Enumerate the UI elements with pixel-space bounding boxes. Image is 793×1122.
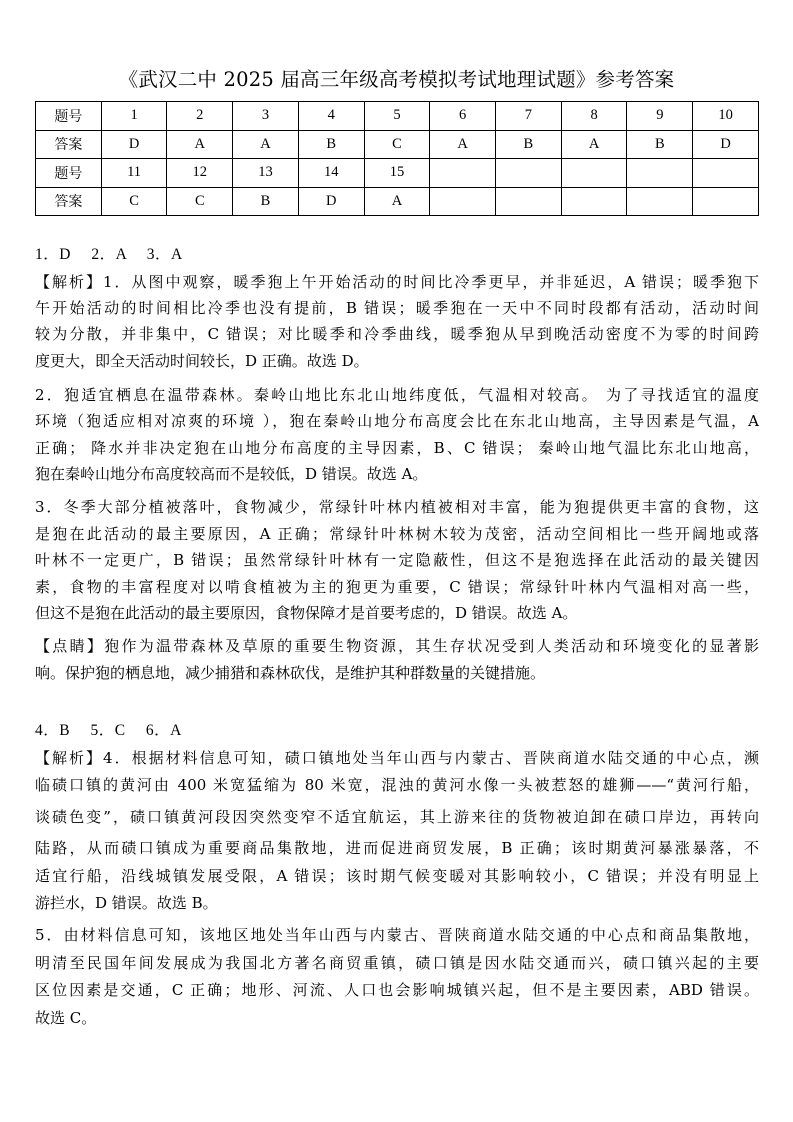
- key-point-line: 响。保护狍的栖息地，减少捕猎和森林砍伐，是维护其种群数量的关键措施。: [35, 664, 546, 682]
- row-label-answer: 答案: [36, 187, 102, 216]
- answers-summary-1-3: 1．D 2．A 3．A: [35, 246, 183, 263]
- analysis-line: 陆路，从而碛口镇成为重要商品集散地，进而促进商贸发展，B 正确；该时期黄河暴涨暴落，不: [35, 839, 759, 857]
- analysis-line: 适宜行船，沿线城镇发展受限，A 错误；该时期气候变暖对其影响较小，C 错误；并没有明显上: [35, 867, 759, 885]
- analysis-line: 2．狍适宜栖息在温带森林。秦岭山地比东北山地纬度低，气温相对较高。 为了寻找适宜的温度: [35, 386, 759, 404]
- answer-cell: C: [101, 187, 167, 216]
- analysis-line: 3．冬季大部分植被落叶，食物减少，常绿针叶林内植被相对丰富，能为狍提供更丰富的食物，这: [35, 498, 759, 516]
- answer-cell: D: [101, 130, 167, 159]
- analysis-line: 故选 C。: [35, 1009, 97, 1027]
- answer-cell: A: [233, 130, 299, 159]
- answer-cell: [693, 187, 759, 216]
- analysis-line: 素，食物的丰富程度对以啃食植被为主的狍更为重要，C 错误；常绿针叶林内气温相对高一些，: [35, 578, 759, 596]
- question-number-cell: [627, 159, 693, 188]
- analysis-line: 区位因素是交通，C 正确；地形、河流、人口也会影响城镇兴起，但不是主要因素，ABD 错误。: [35, 981, 759, 999]
- answer-cell: [561, 187, 627, 216]
- answer-cell: [430, 187, 496, 216]
- question-number-cell: [693, 159, 759, 188]
- analysis-line: 较为分散，并非集中，C 错误；对比暖季和冷季曲线，暖季狍从早到晚活动密度不为零的时间跨: [35, 325, 759, 343]
- table-row-answers-1: [36, 130, 759, 159]
- answer-cell: C: [364, 130, 430, 159]
- answer-cell: B: [496, 130, 562, 159]
- answer-cell: B: [627, 130, 693, 159]
- table-row-questions-2: [36, 159, 759, 188]
- answer-cell: B: [233, 187, 299, 216]
- key-point-line: 【点睛】狍作为温带森林及草原的重要生物资源，其生存状况受到人类活动和环境变化的显著影: [35, 637, 759, 655]
- question-number-cell: 8: [561, 102, 627, 131]
- table-row-questions-1: [36, 102, 759, 131]
- answer-table: [35, 101, 759, 216]
- answer-cell: A: [430, 130, 496, 159]
- question-number-cell: 6: [430, 102, 496, 131]
- question-number-cell: 7: [496, 102, 562, 131]
- answers-summary-4-6: 4．B 5．C 6．A: [35, 722, 182, 739]
- row-label-question: 题号: [36, 159, 102, 188]
- question-number-cell: [561, 159, 627, 188]
- answer-cell: A: [561, 130, 627, 159]
- analysis-line: 度更大，即全天活动时间较长，D 正确。故选 D。: [35, 352, 369, 370]
- analysis-line: 叶林不一定更广，B 错误；虽然常绿针叶林有一定隐蔽性，但这不是狍选择在此活动的最关键因: [35, 551, 759, 569]
- question-number-cell: 4: [298, 102, 364, 131]
- analysis-line: 环境（狍适应相对凉爽的环境 ），狍在秦岭山地分布高度会比在东北山地高，主导因素是气温，A: [35, 412, 759, 430]
- question-number-cell: 10: [693, 102, 759, 131]
- analysis-line: 午开始活动的时间相比冷季也没有提前，B 错误；暖季狍在一天中不同时段都有活动，活动时间: [35, 299, 759, 317]
- analysis-line: 是狍在此活动的最主要原因，A 正确；常绿针叶林树木较为茂密，活动空间相比一些开阔地或落: [35, 525, 759, 543]
- analysis-line: 正确； 降水并非决定狍在山地分布高度的主导因素，B、C 错误； 秦岭山地气温比东北山地高，: [35, 439, 759, 457]
- question-number-cell: 15: [364, 159, 430, 188]
- question-number-cell: 9: [627, 102, 693, 131]
- answer-cell: A: [167, 130, 233, 159]
- question-number-cell: [496, 159, 562, 188]
- question-number-cell: 14: [298, 159, 364, 188]
- question-number-cell: 3: [233, 102, 299, 131]
- table-row-answers-2: [36, 187, 759, 216]
- analysis-line: 狍在秦岭山地分布高度较高而不是较低，D 错误。故选 A。: [35, 465, 428, 483]
- row-label-question: 题号: [36, 102, 102, 131]
- analysis-line: 但这不是狍在此活动的最主要原因，食物保障才是首要考虑的，D 错误。故选 A。: [35, 604, 578, 622]
- answer-cell: [627, 187, 693, 216]
- answer-cell: A: [364, 187, 430, 216]
- row-label-answer: 答案: [36, 130, 102, 159]
- answer-cell: D: [693, 130, 759, 159]
- answer-cell: [496, 187, 562, 216]
- question-number-cell: 12: [167, 159, 233, 188]
- answer-cell: B: [298, 130, 364, 159]
- analysis-line: 5．由材料信息可知，该地区地处当年山西与内蒙古、晋陕商道水陆交通的中心点和商品集散地，: [35, 926, 759, 944]
- answer-cell: D: [298, 187, 364, 216]
- analysis-line: 临碛口镇的黄河由 400 米宽猛缩为 80 米宽，混浊的黄河水像一头被惹怒的雄狮——“黄河行船，: [35, 776, 759, 794]
- question-number-cell: 2: [167, 102, 233, 131]
- analysis-line: 明清至民国年间发展成为我国北方著名商贸重镇，碛口镇是因水陆交通而兴，碛口镇兴起的主要: [35, 954, 759, 972]
- question-number-cell: 1: [101, 102, 167, 131]
- analysis-line: 【解析】1．从图中观察，暖季狍上午开始活动的时间比冷季更早，并非延迟，A 错误；暖季狍下: [35, 273, 759, 291]
- analysis-line: 【解析】4．根据材料信息可知，碛口镇地处当年山西与内蒙古、晋陕商道水陆交通的中心点，濒: [35, 749, 759, 767]
- analysis-line: 游拦水，D 错误。故选 B。: [35, 894, 218, 912]
- answer-cell: C: [167, 187, 233, 216]
- question-number-cell: 11: [101, 159, 167, 188]
- page-title: 《武汉二中 2025 届高三年级高考模拟考试地理试题》参考答案: [118, 68, 675, 91]
- question-number-cell: [430, 159, 496, 188]
- question-number-cell: 5: [364, 102, 430, 131]
- analysis-line: 谈碛色变”，碛口镇黄河段因突然变窄不适宜航运，其上游来往的货物被迫卸在碛口岸边，再转向: [35, 808, 759, 826]
- question-number-cell: 13: [233, 159, 299, 188]
